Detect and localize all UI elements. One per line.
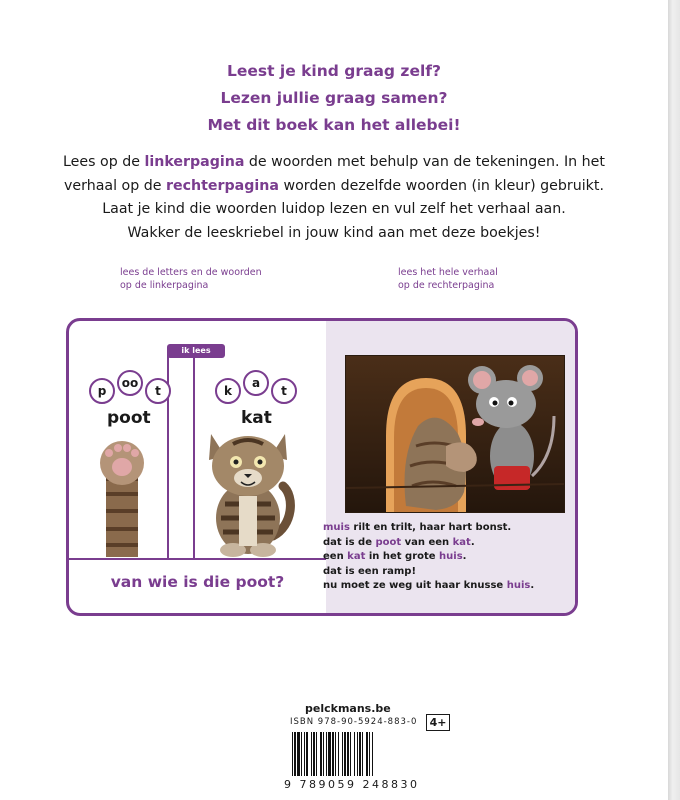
cat-paw-illustration [97,439,149,557]
barcode-bar [316,732,317,776]
word-kat: kat [241,408,272,428]
letter-bubble: oo [117,370,143,396]
text-run: verhaal op de [64,177,166,194]
text-run: in het grote [365,551,440,562]
text-run: Lees op de [63,154,145,170]
highlight-huis: huis [439,551,463,562]
letter-bubble: t [271,378,297,404]
barcode-bar [301,732,302,776]
barcode-bar [323,732,324,776]
book-spread-preview [66,318,578,616]
text-run: . [462,551,467,562]
barcode-bar [297,732,300,776]
barcode-bar [350,732,351,776]
age-badge: 4+ [426,714,450,731]
publisher-url[interactable]: pelckmans.be [305,702,391,715]
barcode [292,732,420,776]
caption-line: op de rechterpagina [398,280,495,291]
letter-bubble: a [243,370,269,396]
barcode-bar [320,732,322,776]
story-line [323,536,534,551]
highlight-kat: kat [347,551,366,562]
barcode-bar [306,732,308,776]
story-line [323,579,534,594]
description-line [30,175,638,199]
intro-line: Met dit boek kan het allebei! [207,116,461,134]
text-run: worden dezelfde woorden (in kleur) gebruikt. [278,177,604,194]
intro-line: Lezen jullie graag samen? [220,89,448,107]
barcode-bar [313,732,315,776]
intro-block [0,58,668,139]
barcode-bar [366,732,368,776]
text-run: een [323,551,348,562]
text-run: rilt en trilt, haar hart bonst. [349,522,512,533]
barcode-bar [326,732,327,776]
highlight-kat: kat [452,536,471,548]
letter-bubble: p [89,378,115,404]
caption-line: lees de letters en de woorden [120,267,262,278]
barcode-bar [304,732,305,776]
mouse-and-paw-illustration [345,355,565,513]
highlight-muis: muis [323,522,350,533]
caption-right [398,266,498,292]
barcode-bar [332,732,334,776]
letter-bubble: k [215,378,241,404]
left-page-question: van wie is die poot? [110,573,285,591]
barcode-number: 9 789059 248830 [284,778,420,791]
barcode-bar [342,732,343,776]
text-run: de woorden met behulp van de tekeningen. In het [244,154,605,170]
barcode-bar [292,732,293,776]
highlight-poot: poot [375,536,402,548]
letter-bubble: t [145,378,171,404]
ik-lees-tag: ik lees [167,344,225,358]
barcode-bar [311,732,312,776]
description [30,151,638,245]
caption-left [120,266,262,292]
caption-line: lees het hele verhaal [398,267,498,278]
barcode-bar [372,732,373,776]
word-poot: poot [107,408,151,428]
barcode-bar [359,732,361,776]
barcode-bar [347,732,349,776]
isbn-number: ISBN 978-90-5924-883-0 [290,717,418,727]
divider-line [69,558,326,560]
divider-line [193,351,195,558]
text-run: . [470,536,475,548]
barcode-bar [294,732,296,776]
description-line: Wakker de leeskriebel in jouw kind aan met deze boekjes! [127,224,541,241]
barcode-bar [354,732,355,776]
text-run: nu moet ze weg uit haar knusse [323,580,507,591]
text-run: . [530,580,535,591]
barcode-bar [344,732,346,776]
text-run: dat is de [323,536,376,548]
highlight-linkerpagina: linkerpagina [144,154,245,170]
story-line [323,521,534,536]
story-text [323,521,534,594]
cat-illustration [203,426,295,558]
barcode-bar [369,732,370,776]
description-line: Laat je kind die woorden luidop lezen en vul zelf het verhaal aan. [102,201,566,217]
barcode-bar [328,732,331,776]
intro-line: Leest je kind graag zelf? [226,62,442,80]
highlight-rechterpagina: rechterpagina [166,177,279,194]
barcode-bar [338,732,339,776]
story-line [323,550,534,565]
text-run: van een [401,536,453,548]
highlight-huis: huis [506,580,531,591]
description-line [30,151,638,175]
book-spine-edge [668,0,680,800]
story-line: dat is een ramp! [323,565,417,577]
barcode-bar [335,732,336,776]
barcode-bar [362,732,363,776]
caption-line: op de linkerpagina [120,280,209,291]
barcode-bar [357,732,358,776]
